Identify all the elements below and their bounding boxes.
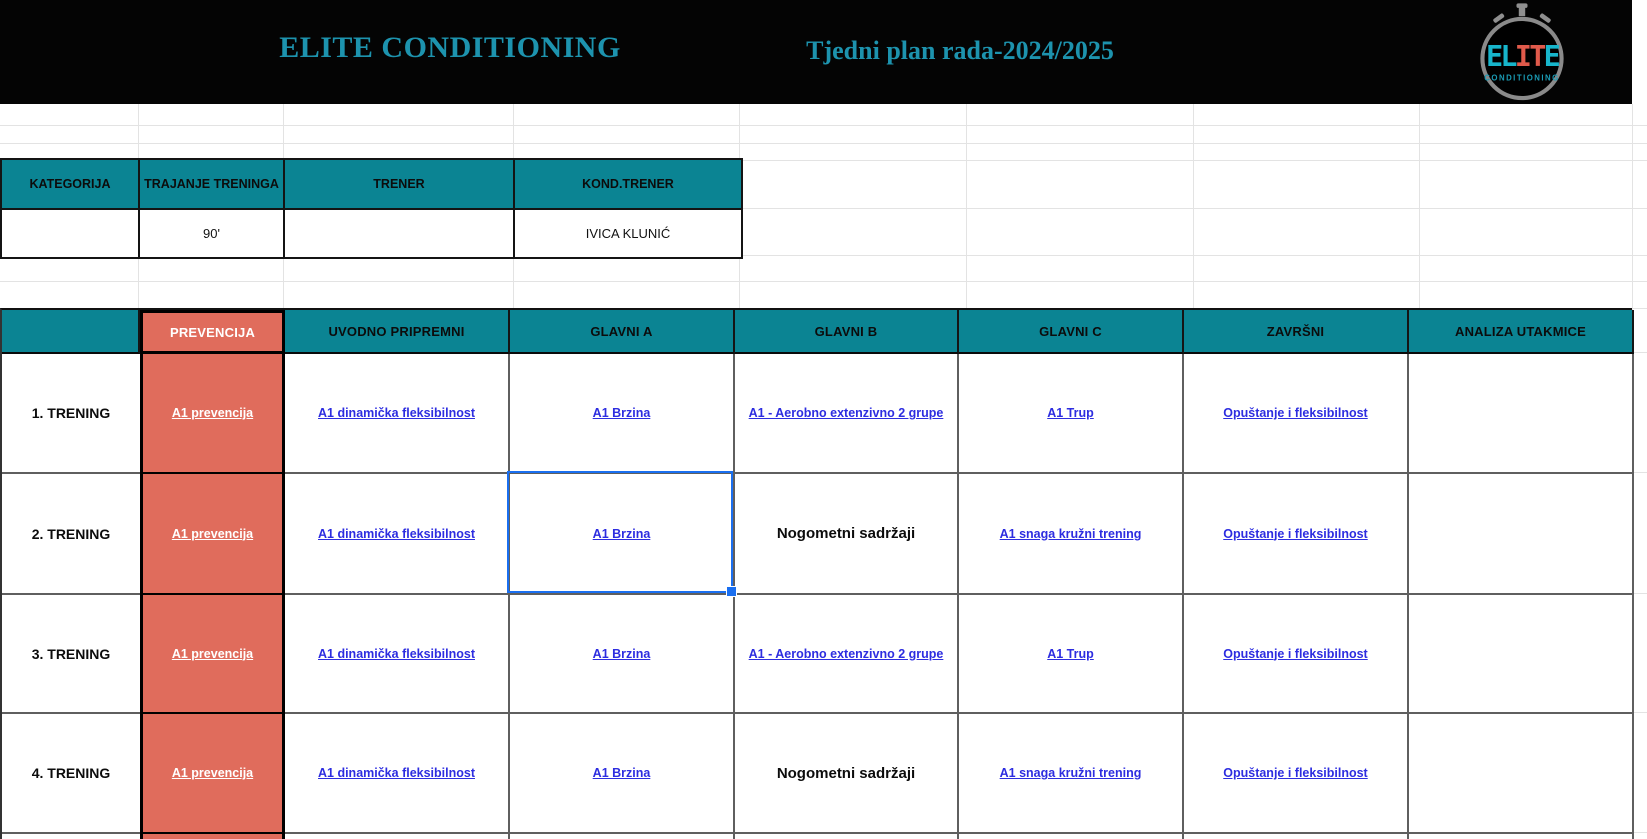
link-r1-a1-prevencija[interactable]: A1 prevencija [171, 406, 254, 420]
cell-r1-analiza[interactable] [1409, 354, 1634, 474]
info-header-trajanje-text: TRAJANJE TRENINGA [144, 177, 279, 191]
link-r2-snaga-kruzni-trening[interactable]: A1 snaga kružni trening [999, 526, 1142, 541]
row-label-1-trening[interactable] [2, 354, 140, 474]
link-r3-aerobno-extenzivno[interactable]: A1 - Aerobno extenzivno 2 grupe [748, 646, 944, 661]
link-r3-dinamicka-fleksibilnost[interactable]: A1 dinamička fleksibilnost [318, 646, 475, 661]
logo-word-seg2: IT [1514, 39, 1544, 73]
info-header-trajanje-treninga[interactable] [140, 160, 285, 210]
plan-header-glavni-c[interactable] [959, 310, 1184, 354]
row-label-1-text: 1. TRENING [31, 405, 111, 421]
logo-word-seg3: E [1543, 39, 1559, 73]
info-header-kond-trener-text: KOND.TRENER [582, 177, 674, 191]
link-r3-a1-prevencija[interactable]: A1 prevencija [171, 646, 254, 661]
cell-r1-prevencija[interactable] [140, 354, 285, 474]
cell-r5-zavrsni[interactable] [1184, 834, 1409, 839]
cell-r4-prevencija[interactable] [140, 714, 285, 834]
svg-text:ELITE [1486, 40, 1560, 73]
plan-header-glavni-a-text: GLAVNI A [590, 323, 653, 339]
cell-r3-glavni-a[interactable] [510, 595, 735, 714]
cell-r2-prevencija[interactable] [140, 474, 285, 595]
link-r1-a1-trup[interactable]: A1 Trup [1047, 406, 1094, 420]
info-value-trajanje-text: 90' [203, 226, 220, 241]
cell-r5-analiza[interactable] [1409, 834, 1634, 839]
gridline-horizontal [0, 143, 1647, 144]
link-r2-a1-brzina[interactable]: A1 Brzina [592, 526, 651, 541]
cell-r3-glavni-c[interactable] [959, 595, 1184, 714]
cell-r4-uvodno[interactable] [285, 714, 510, 834]
cell-r5-glavni-b[interactable] [735, 834, 959, 839]
info-value-trener[interactable] [285, 210, 515, 257]
cell-r2-zavrsni[interactable] [1184, 474, 1409, 595]
plan-header-analiza-text: ANALIZA UTAKMICE [1454, 323, 1587, 339]
cell-r2-uvodno[interactable] [285, 474, 510, 595]
cell-r3-uvodno[interactable] [285, 595, 510, 714]
info-header-kategorija[interactable] [2, 160, 140, 210]
gridline-horizontal [0, 125, 1647, 126]
cell-r1-glavni-c[interactable] [959, 354, 1184, 474]
link-r1-dinamicka-fleksibilnost[interactable]: A1 dinamička fleksibilnost [318, 406, 475, 420]
row-label-4-text: 4. TRENING [31, 765, 111, 781]
cell-r5-uvodno[interactable] [285, 834, 510, 839]
plan-header-prevencija-text: PREVENCIJA [169, 324, 256, 340]
info-header-trener[interactable] [285, 160, 515, 210]
cell-r3-prevencija[interactable] [140, 595, 285, 714]
link-r2-a1-prevencija[interactable]: A1 prevencija [171, 526, 254, 541]
logo-word-seg1: EL [1485, 39, 1515, 73]
cell-r4-zavrsni[interactable] [1184, 714, 1409, 834]
cell-r1-zavrsni[interactable] [1184, 354, 1409, 474]
link-r3-a1-trup[interactable]: A1 Trup [1047, 646, 1094, 661]
link-r1-opustanje-fleksibilnost[interactable]: Opuštanje i fleksibilnost [1223, 406, 1368, 420]
cell-r4-glavni-b[interactable] [735, 714, 959, 834]
link-r3-a1-brzina[interactable]: A1 Brzina [592, 646, 651, 661]
cell-r2-analiza[interactable] [1409, 474, 1634, 595]
link-r4-snaga-kruzni-trening[interactable]: A1 snaga kružni trening [999, 766, 1142, 780]
cell-r3-glavni-b[interactable] [735, 595, 959, 714]
plan-header-uvodno-pripremni[interactable] [285, 310, 510, 354]
cell-r4-analiza[interactable] [1409, 714, 1634, 834]
gridline-horizontal [0, 281, 1647, 282]
plan-header-glavni-c-text: GLAVNI C [1039, 323, 1102, 339]
link-r4-opustanje-fleksibilnost[interactable]: Opuštanje i fleksibilnost [1223, 766, 1368, 780]
text-r4-nogometni-sadrzaji: Nogometni sadržaji [776, 764, 916, 782]
plan-header-analiza-utakmice[interactable] [1409, 310, 1634, 354]
link-r2-opustanje-fleksibilnost[interactable]: Opuštanje i fleksibilnost [1223, 526, 1368, 541]
selection-fill-handle[interactable] [726, 586, 737, 597]
cell-r4-glavni-a[interactable] [510, 714, 735, 834]
link-r1-a1-brzina[interactable]: A1 Brzina [592, 406, 651, 420]
plan-header-zavrsni[interactable] [1184, 310, 1409, 354]
plan-header-glavni-a[interactable] [510, 310, 735, 354]
info-value-kond-trener[interactable] [515, 210, 741, 257]
cell-r2-glavni-a-selected[interactable] [510, 474, 735, 595]
plan-header-corner[interactable] [2, 310, 140, 354]
cell-r5-glavni-c[interactable] [959, 834, 1184, 839]
row-label-2-trening[interactable] [2, 474, 140, 595]
link-r4-a1-brzina[interactable]: A1 Brzina [592, 766, 651, 780]
plan-header-glavni-b[interactable] [735, 310, 959, 354]
cell-r2-glavni-b[interactable] [735, 474, 959, 595]
link-r4-a1-prevencija[interactable]: A1 prevencija [171, 766, 254, 780]
cell-r1-glavni-b[interactable] [735, 354, 959, 474]
header-banner [0, 0, 1632, 104]
info-header-kond-trener[interactable] [515, 160, 741, 210]
brand-name: ELITE CONDITIONING [279, 31, 621, 64]
cell-r3-zavrsni[interactable] [1184, 595, 1409, 714]
text-r2-nogometni-sadrzaji: Nogometni sadržaji [776, 525, 916, 542]
row-label-2-text: 2. TRENING [31, 525, 111, 542]
link-r1-aerobno-extenzivno[interactable]: A1 - Aerobno extenzivno 2 grupe [748, 406, 944, 420]
info-header-trener-text: TRENER [373, 177, 425, 191]
plan-header-uvodno-text: UVODNO PRIPREMNI [328, 323, 465, 339]
cell-r5-label[interactable] [2, 834, 140, 839]
logo-subtext: CONDITIONING [1484, 73, 1560, 83]
stopwatch-logo-icon [1476, 3, 1568, 103]
plan-table [0, 308, 1632, 839]
cell-r3-analiza[interactable] [1409, 595, 1634, 714]
info-header-kategorija-text: KATEGORIJA [29, 177, 111, 191]
row-label-3-trening[interactable] [2, 595, 140, 714]
row-label-3-text: 3. TRENING [31, 645, 111, 662]
plan-header-prevencija[interactable] [140, 310, 285, 354]
info-value-kategorija[interactable] [2, 210, 140, 257]
plan-header-zavrsni-text: ZAVRŠNI [1266, 323, 1325, 339]
info-table [0, 158, 743, 259]
link-r4-dinamicka-fleksibilnost[interactable]: A1 dinamička fleksibilnost [318, 766, 475, 780]
cell-r2-glavni-c[interactable] [959, 474, 1184, 595]
cell-r5-prevencija[interactable] [140, 834, 285, 839]
page-title: Tjedni plan rada-2024/2025 [806, 36, 1114, 65]
info-value-trajanje[interactable] [140, 210, 285, 257]
info-value-kond-trener-text: IVICA KLUNIĆ [585, 226, 671, 241]
cell-r5-glavni-a[interactable] [510, 834, 735, 839]
plan-header-glavni-b-text: GLAVNI B [814, 323, 878, 339]
cell-r1-glavni-a[interactable] [510, 354, 735, 474]
link-r3-opustanje-fleksibilnost[interactable]: Opuštanje i fleksibilnost [1223, 646, 1368, 661]
link-r2-dinamicka-fleksibilnost[interactable]: A1 dinamička fleksibilnost [318, 526, 475, 541]
cell-r1-uvodno[interactable] [285, 354, 510, 474]
cell-r4-glavni-c[interactable] [959, 714, 1184, 834]
row-label-4-trening[interactable] [2, 714, 140, 834]
